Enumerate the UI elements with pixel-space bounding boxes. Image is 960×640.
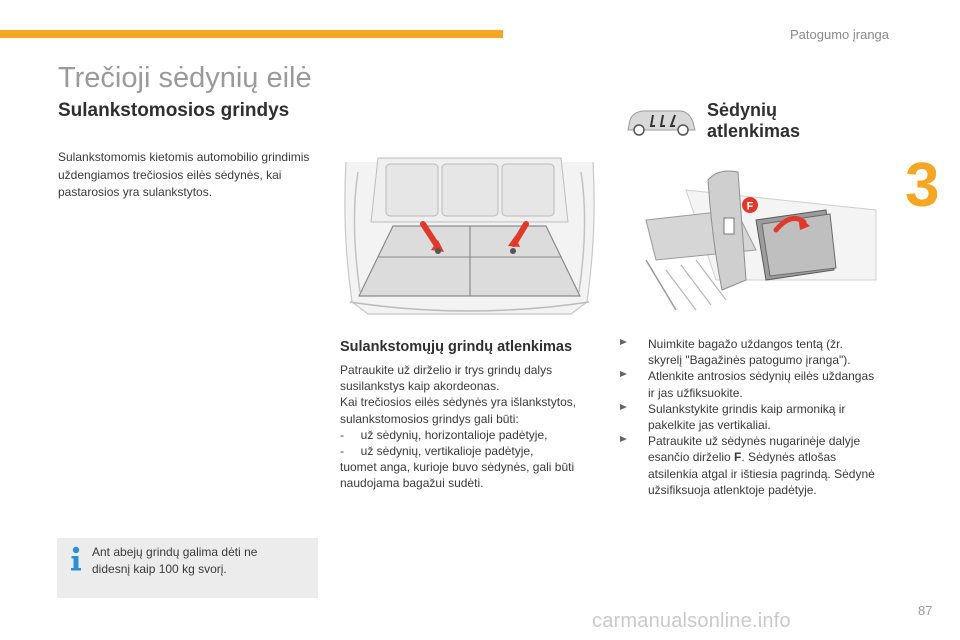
text-line: didesnį kaip 100 kg svorį. bbox=[92, 561, 227, 576]
step-item bbox=[618, 368, 888, 400]
page-number: 87 bbox=[918, 603, 933, 618]
step-item bbox=[618, 336, 888, 368]
text-line: Patraukite už dirželio ir trys grindų dalys bbox=[340, 363, 553, 377]
text-line: uždengiamos trečiosios eilės sėdynės, kai bbox=[58, 167, 282, 182]
step-item bbox=[618, 433, 888, 498]
page-title: Trečioji sėdynių eilė bbox=[58, 62, 312, 94]
text-line: Atlenkite antrosios sėdynių eilės uždangas bbox=[648, 369, 875, 384]
text-line: Nuimkite bagažo uždangos tentą (žr. bbox=[648, 337, 843, 351]
text-line: Sulankstykite grindis kaip armoniką ir bbox=[648, 401, 846, 416]
section-heading-seat-unfolding bbox=[707, 100, 827, 142]
header-accent-bar bbox=[0, 30, 503, 38]
step-marker-icon bbox=[620, 436, 627, 442]
strap-f-label: F bbox=[746, 200, 754, 213]
section-title: Patogumo įranga bbox=[790, 27, 890, 42]
watermark-text: carmanualsonline.info bbox=[592, 610, 791, 632]
heading-line: atlenkimas bbox=[707, 121, 801, 141]
step-marker-icon bbox=[620, 404, 627, 410]
text-line: užsifiksuoja atlenktoje padėtyje. bbox=[648, 482, 817, 497]
text-line: sulankstomosios grindys gali būti: bbox=[340, 411, 519, 426]
text-line: tuomet anga, kurioje buvo sėdynės, gali būti bbox=[340, 460, 575, 475]
info-icon bbox=[69, 546, 83, 572]
step-item bbox=[618, 401, 888, 433]
seat-unfolding-illustration bbox=[626, 160, 878, 328]
text-line: pakelkite jas vertikaliai. bbox=[648, 418, 771, 433]
step-marker-icon bbox=[620, 371, 627, 377]
text-line: atsilenkia atgal ir ištiesia pagrindą. Sėdynė bbox=[648, 466, 875, 481]
info-note-box bbox=[57, 538, 318, 598]
text-line: susilankstys kaip akordeonas. bbox=[340, 379, 500, 394]
text-line bbox=[648, 449, 888, 465]
intro-paragraph bbox=[58, 149, 323, 202]
text-line: skyrelį "Bagažinės patogumo įranga"). bbox=[648, 353, 851, 368]
chapter-number: 3 bbox=[905, 151, 940, 220]
text-line: naudojama bagažui sudėti. bbox=[340, 476, 484, 491]
text-line: - už sėdynių, horizontalioje padėtyje, bbox=[340, 427, 548, 442]
trunk-floor-illustration bbox=[338, 152, 601, 322]
text-fragment: esančio dirželio bbox=[648, 450, 735, 465]
floor-unfolding-text bbox=[340, 362, 602, 492]
car-seats-icon bbox=[625, 108, 697, 138]
section-heading-floor-unfolding: Sulankstomųjų grindų atlenkimas bbox=[340, 339, 573, 355]
step-marker-icon bbox=[620, 339, 627, 345]
heading-line: Sėdynių bbox=[707, 100, 778, 120]
text-line: Ant abejų grindų galima dėti ne bbox=[92, 545, 258, 559]
text-line: Patraukite už sėdynės nugarinėje dalyje bbox=[648, 434, 861, 449]
strap-label-f: F bbox=[734, 450, 742, 465]
seat-unfolding-steps bbox=[618, 336, 888, 498]
section-heading-floors: Sulankstomosios grindys bbox=[58, 100, 290, 121]
text-line: Kai trečiosios eilės sėdynės yra išlankstytos, bbox=[340, 395, 577, 410]
text-line: - už sėdynių, vertikalioje padėtyje, bbox=[340, 444, 534, 459]
text-fragment: . Sėdynės atlošas bbox=[741, 450, 837, 465]
text-line: Sulankstomomis kietomis automobilio grindimis bbox=[58, 150, 310, 164]
text-line: ir jas užfiksuokite. bbox=[648, 385, 743, 400]
info-note-text bbox=[92, 544, 307, 577]
text-line: pastarosios yra sulankstytos. bbox=[58, 185, 213, 199]
